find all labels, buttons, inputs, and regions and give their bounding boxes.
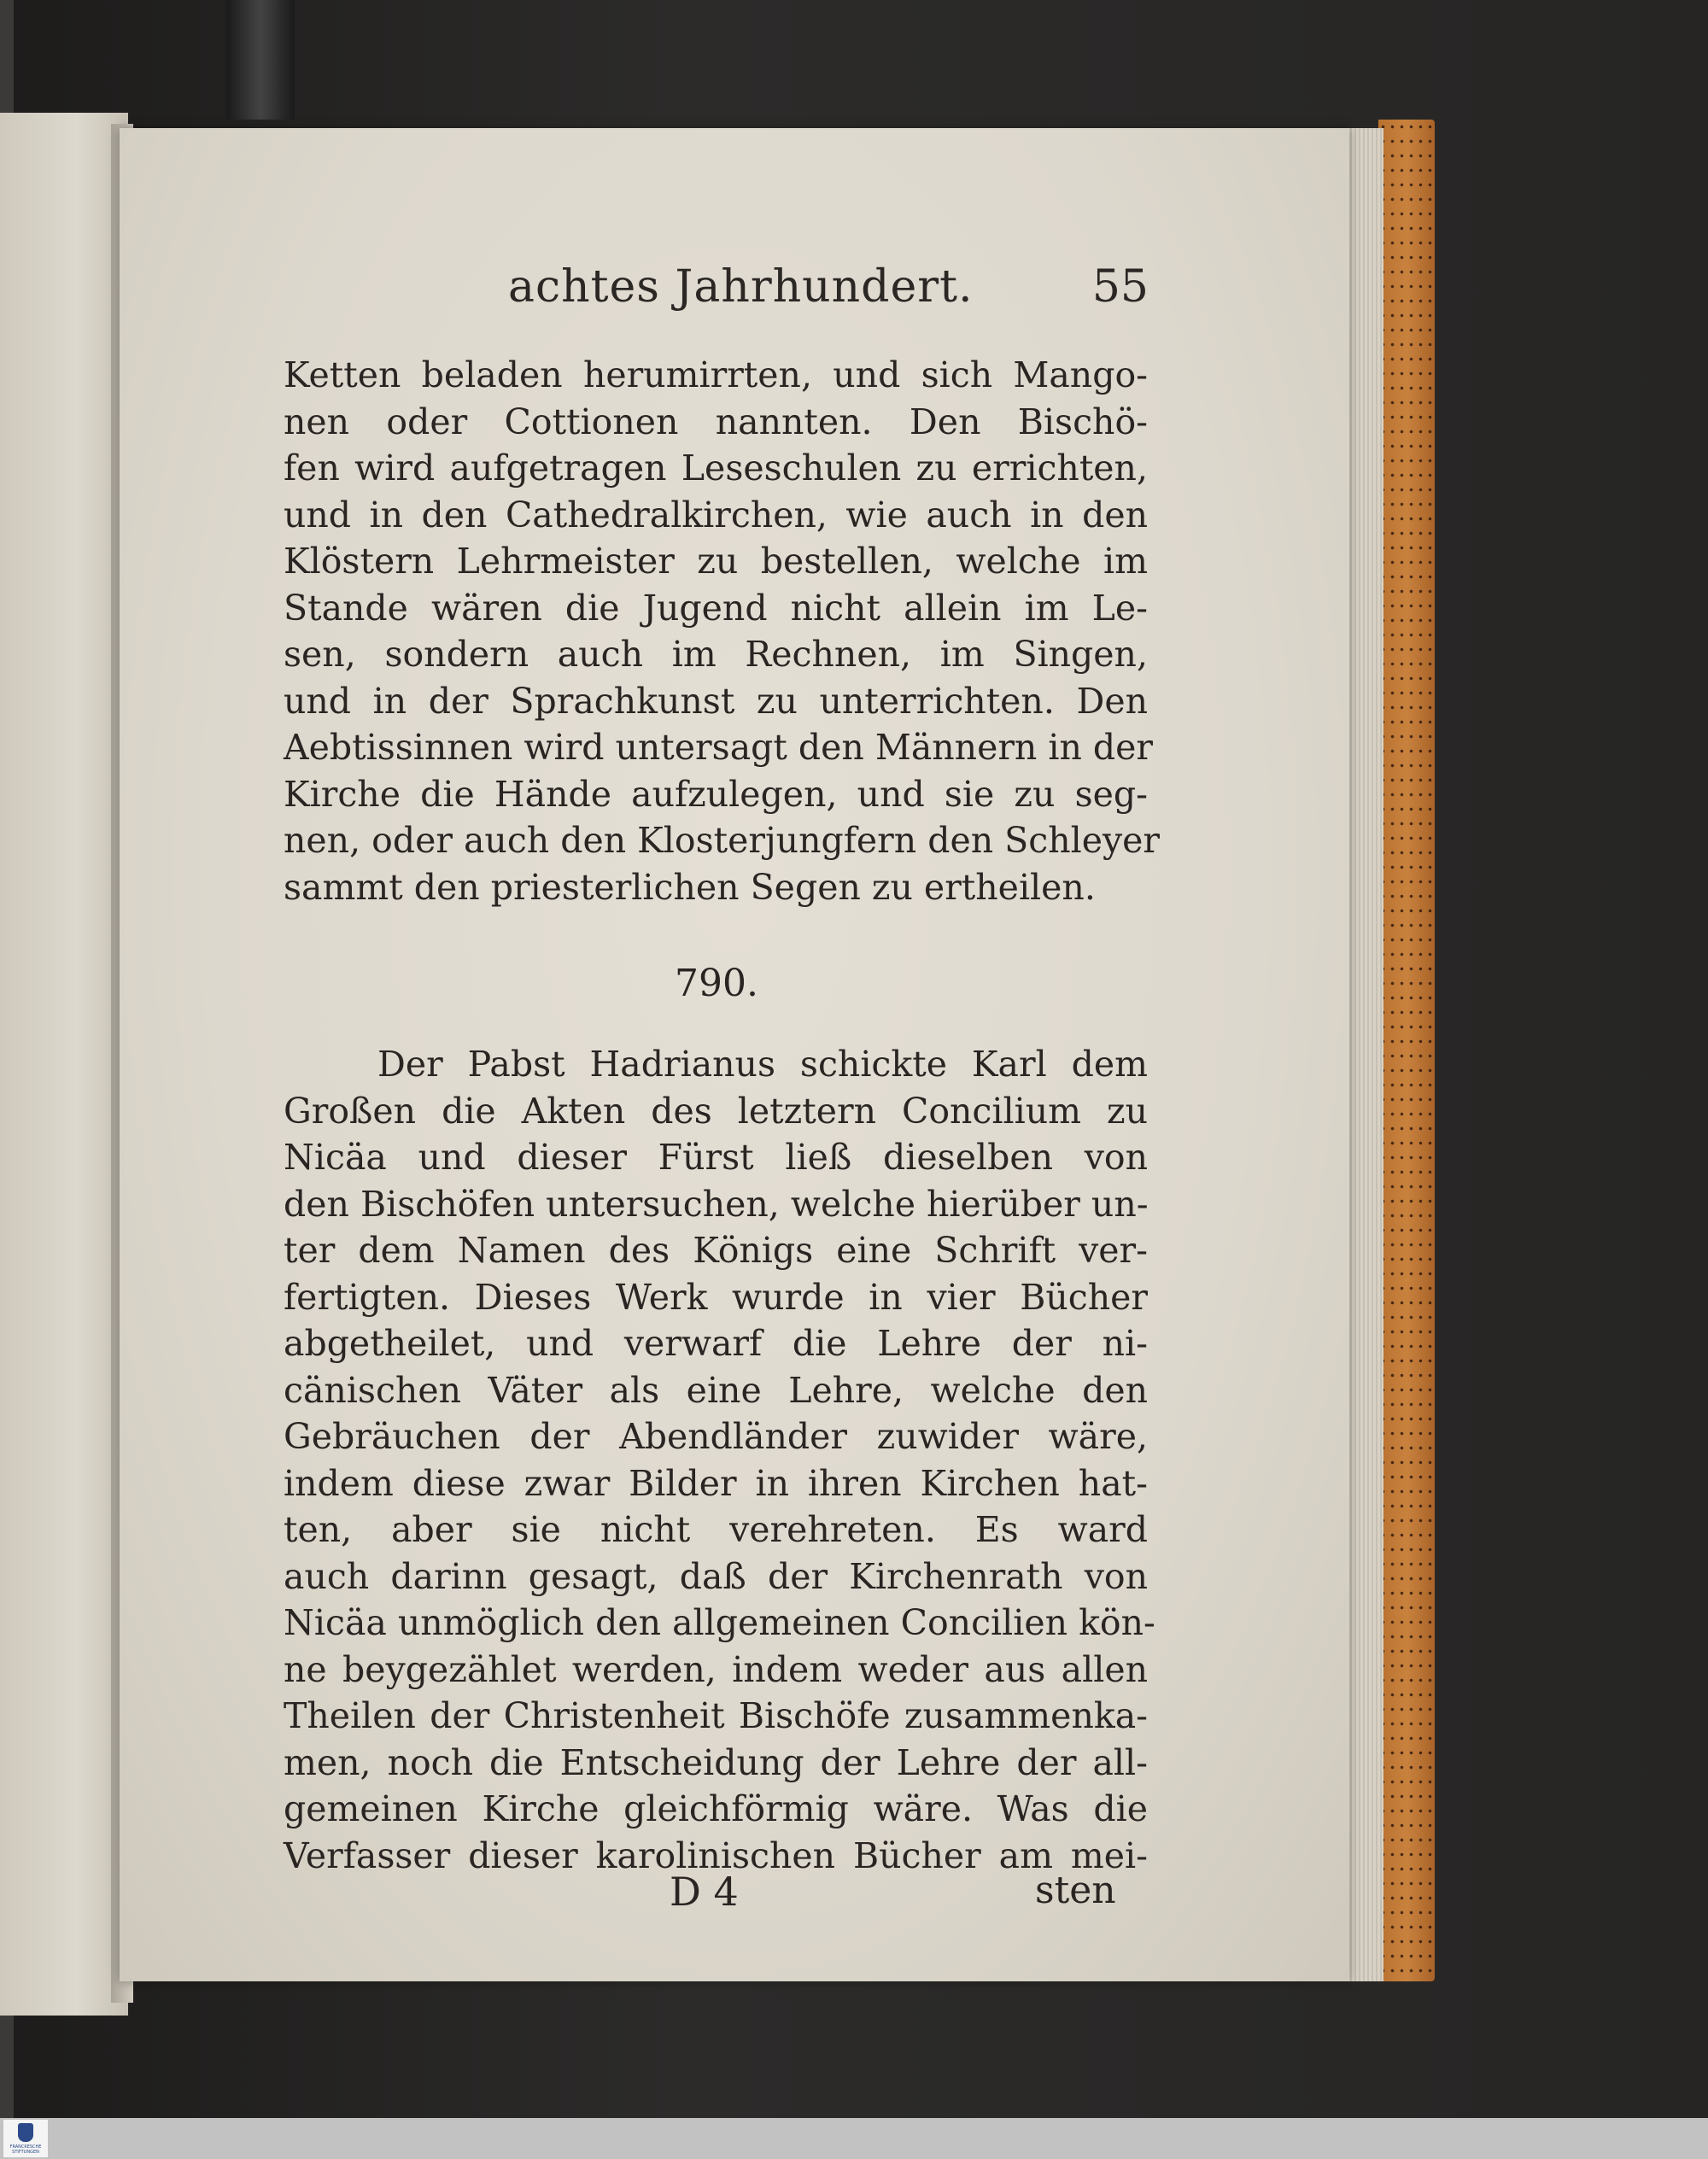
paragraph-top — [284, 352, 1161, 910]
text-line: Klöstern Lehrmeister zu bestellen, welche im — [284, 541, 1148, 582]
text-line: ter dem Namen des Königs eine Schrift ver- — [284, 1230, 1148, 1271]
text-line: ten, aber sie nicht verehreten. Es ward — [284, 1509, 1148, 1550]
text-line: fen wird aufgetragen Leseschulen zu errichten, — [284, 448, 1148, 489]
text-line: sen, sondern auch im Rechnen, im Singen, — [284, 634, 1148, 675]
text-line: Großen die Akten des letztern Concilium zu — [284, 1090, 1148, 1132]
logo-text: FRANCKESCHE STIFTUNGEN — [9, 2144, 42, 2155]
text-line: den Bischöfen untersuchen, welche hierüber un- — [284, 1183, 1149, 1225]
text-line: Gebräuchen der Abendländer zuwider wäre, — [284, 1416, 1148, 1457]
text-line: Verfasser dieser karolinischen Bücher am mei- — [284, 1834, 1148, 1876]
text-line: abgetheilet, und verwarf die Lehre der ni- — [284, 1323, 1148, 1364]
text-line: Kirche die Hände aufzulegen, und sie zu seg- — [284, 773, 1148, 815]
text-line: sammt den priesterlichen Segen zu ertheilen. — [284, 866, 1096, 908]
left-page-edge — [0, 113, 128, 2016]
paragraph-bottom — [284, 1041, 1155, 1879]
text-line: cänischen Väter als eine Lehre, welche den — [284, 1369, 1148, 1411]
page-number: 55 — [1091, 261, 1149, 313]
text-line: Nicäa unmöglich den allgemeinen Concilien kön- — [284, 1602, 1155, 1643]
text-line: Stande wären die Jugend nicht allein im Le- — [284, 587, 1148, 629]
text-line: fertigten. Dieses Werk wurde in vier Bücher — [284, 1276, 1148, 1318]
text-line: nen oder Cottionen nannten. Den Bischö- — [284, 401, 1148, 442]
page-footer — [284, 1869, 1148, 1920]
text-line: auch darinn gesagt, daß der Kirchenrath von — [284, 1555, 1148, 1597]
library-logo — [3, 2120, 48, 2157]
text-line: und in den Cathedralkirchen, wie auch in den — [284, 494, 1148, 535]
book-cover-edge — [1378, 120, 1435, 1981]
text-line: men, noch die Entscheidung der Lehre der all- — [284, 1741, 1148, 1783]
text-line: nen, oder auch den Klosterjungfern den Schleyer — [284, 820, 1161, 861]
signature-mark: D 4 — [670, 1869, 739, 1915]
text-line: Der Pabst Hadrianus schickte Karl dem — [377, 1044, 1148, 1085]
page-header — [290, 261, 1161, 313]
text-line: Ketten beladen herumirrten, und sich Mango- — [284, 354, 1148, 395]
text-line: ne beygezählet werden, indem weder aus allen — [284, 1648, 1148, 1690]
viewer-bottom-bar — [0, 2118, 1708, 2159]
text-line: gemeinen Kirche gleichförmig wäre. Was die — [284, 1788, 1148, 1829]
text-line: Theilen der Christenheit Bischöfe zusammenka- — [284, 1695, 1148, 1736]
text-line: Nicäa und dieser Fürst ließ dieselben von — [284, 1137, 1148, 1178]
text-line: Aebtissinnen wird untersagt den Männern in der — [284, 727, 1154, 768]
running-head: achtes Jahrhundert. — [508, 261, 974, 313]
book-spine — [226, 0, 295, 120]
catchword: sten — [1035, 1869, 1116, 1912]
text-line: indem diese zwar Bilder in ihren Kirchen hat- — [284, 1462, 1148, 1504]
text-line: und in der Sprachkunst zu unterrichten. Den — [284, 680, 1148, 722]
section-year: 790. — [675, 962, 758, 1005]
logo-emblem-icon — [18, 2123, 33, 2142]
